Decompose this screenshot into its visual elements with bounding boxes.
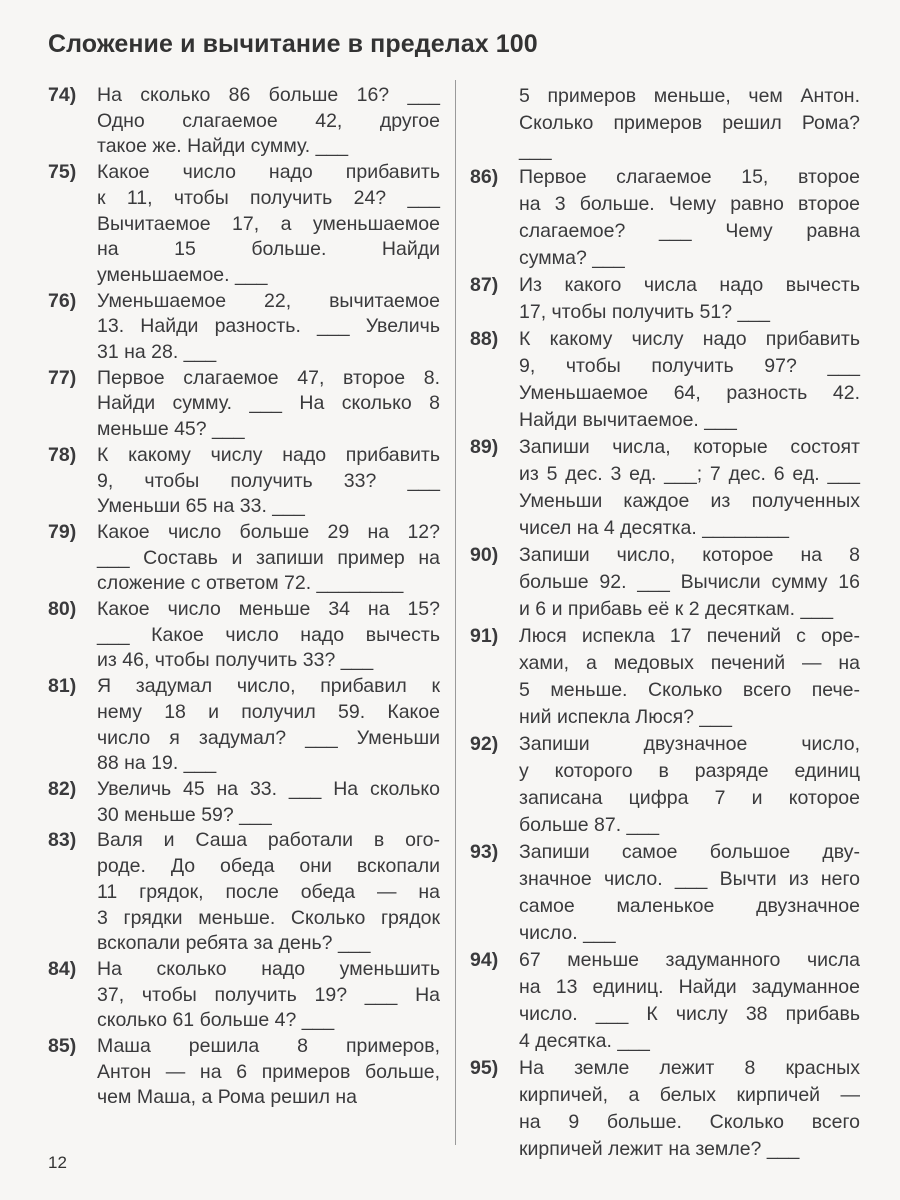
page-title: Сложение и вычитание в пределах 100 (48, 30, 538, 58)
problem-item (466, 272, 860, 326)
problem-number: 88) (470, 328, 499, 350)
problem-text-line: Уменьшаемое 22, вычитаемое (97, 289, 440, 312)
problem-number: 77) (48, 366, 77, 389)
problem-text-line: 9, чтобы получить 33? ___ (97, 469, 440, 492)
problem-text-line: Первое слагаемое 15, второе (519, 166, 860, 188)
problem-number: 91) (470, 625, 499, 647)
problem-text-line: ___ (519, 139, 552, 161)
problem-item (44, 443, 440, 520)
problem-number: 94) (470, 949, 499, 971)
problem-item (466, 731, 860, 839)
problem-text-line: Антон — на 6 примеров больше, (97, 1060, 440, 1083)
problem-text-line: роде. До обеда они вскопали (97, 855, 440, 878)
problem-text-line: сложение с ответом 72. ________ (97, 572, 404, 595)
problem-text-line: Из какого числа надо вычесть (519, 274, 860, 296)
problem-text-line: К какому числу надо прибавить (97, 443, 440, 466)
problem-number: 95) (470, 1057, 499, 1079)
problem-item (466, 542, 860, 623)
problem-number: 89) (470, 436, 499, 458)
problem-text-line: уменьшаемое. ___ (97, 263, 268, 286)
problem-text-line: Вычитаемое 17, а уменьшаемое (97, 212, 440, 235)
problem-text-line: кирпичей лежит на земле? ___ (519, 1138, 800, 1160)
problem-text-line: ___ Какое число надо вычесть (97, 623, 440, 646)
problem-number: 84) (48, 957, 77, 980)
problem-text-line: на 3 больше. Чему равно второе (519, 193, 860, 215)
problem-text-line: к 11, чтобы получить 24? ___ (97, 186, 440, 209)
problem-text-line: значное число. ___ Вычти из него (519, 868, 860, 890)
problem-item (44, 520, 440, 597)
problem-text-line: вскопали ребята за день? ___ (97, 932, 371, 955)
problem-text-line: у которого в разряде единиц (519, 760, 860, 782)
problem-text-line: на 15 больше. Найди (97, 238, 440, 261)
problem-text-line: сумма? ___ (519, 247, 625, 269)
problem-item (44, 160, 440, 289)
problem-number: 75) (48, 161, 77, 184)
problem-text-line: К какому числу надо прибавить (519, 328, 860, 350)
problem-item (44, 777, 440, 828)
problem-text-line: Запиши числа, которые состоят (519, 436, 860, 458)
column-divider (455, 80, 456, 1145)
problem-item (44, 83, 440, 160)
problem-text-line: 30 меньше 59? ___ (97, 803, 272, 826)
problem-text-line: Найди сумму. ___ На сколько 8 (97, 392, 440, 415)
problem-item (44, 957, 440, 1034)
problem-number: 90) (470, 544, 499, 566)
problem-text-line: и 6 и прибавь её к 2 десяткам. ___ (519, 598, 834, 620)
problem-number: 80) (48, 598, 77, 621)
problem-text-line: на 13 единиц. Найди задуманное (519, 976, 860, 998)
problem-text-line: Уменьши 65 на 33. ___ (97, 495, 305, 518)
problem-text-line: Запиши число, которое на 8 (519, 544, 860, 566)
problem-text-line: Запиши двузначное число, (519, 733, 860, 755)
problem-text-line: 88 на 19. ___ (97, 752, 217, 775)
problem-text-line: Увеличь 45 на 33. ___ На сколько (97, 777, 440, 800)
problem-item (44, 597, 440, 674)
problem-text-line: кирпичей, а белых кирпичей — (519, 1084, 860, 1106)
left-column (44, 83, 440, 1111)
problem-text-line: Какое число меньше 34 на 15? (97, 598, 440, 621)
problem-text-line: Уменьшаемое 64, разность 42. (519, 382, 860, 404)
problem-text-line: чисел на 4 десятка. ________ (519, 517, 789, 539)
problem-text-line: из 46, чтобы получить 33? ___ (97, 649, 374, 672)
page-number: 12 (48, 1153, 67, 1172)
problem-item (44, 366, 440, 443)
problem-text-line: сколько 61 больше 4? ___ (97, 1009, 335, 1032)
problem-text-line: Одно слагаемое 42, другое (97, 109, 440, 132)
problem-text-line: Сколько примеров решил Рома? (519, 112, 860, 134)
problem-item (466, 623, 860, 731)
problem-text-line: записана цифра 7 и которое (519, 787, 860, 809)
problem-text-line: 67 меньше задуманного числа (519, 949, 860, 971)
problem-number: 93) (470, 841, 499, 863)
problem-text-line: число я задумал? ___ Уменьши (97, 726, 440, 749)
problem-number: 87) (470, 274, 499, 296)
problem-item (466, 83, 860, 164)
problem-text-line: Найди вычитаемое. ___ (519, 409, 737, 431)
problem-number: 81) (48, 675, 77, 698)
problem-number: 74) (48, 84, 77, 106)
problem-text-line: самое маленькое двузначное (519, 895, 860, 917)
problem-text-line: 17, чтобы получить 51? ___ (519, 301, 770, 323)
problem-text-line: На сколько 86 больше 16? ___ (97, 84, 440, 106)
problem-item (466, 1055, 860, 1163)
problem-text-line: На сколько надо уменьшить (97, 957, 440, 980)
problem-number: 79) (48, 520, 77, 543)
problem-number: 86) (470, 166, 499, 188)
problem-text-line: на 9 больше. Сколько всего (519, 1111, 860, 1133)
problem-text-line: Я задумал число, прибавил к (97, 675, 440, 698)
problem-text-line: Валя и Саша работали в ого- (97, 829, 440, 852)
problem-text-line: такое же. Найди сумму. ___ (97, 135, 349, 158)
problem-text-line: Какое число надо прибавить (97, 161, 440, 184)
problem-text-line: 3 грядки меньше. Сколько грядок (97, 906, 440, 929)
problem-text-line: ний испекла Люся? ___ (519, 706, 732, 728)
problem-item (44, 674, 440, 777)
problem-text-line: больше 92. ___ Вычисли сумму 16 (519, 571, 860, 593)
problem-number: 78) (48, 443, 77, 466)
problem-text-line: 5 меньше. Сколько всего пече- (519, 679, 860, 701)
problem-number: 92) (470, 733, 499, 755)
problem-text-line: больше 87. ___ (519, 814, 660, 836)
problem-text-line: из 5 дес. 3 ед. ___; 7 дес. 6 ед. ___ (519, 463, 860, 485)
problem-item (466, 326, 860, 434)
problem-text-line: Маша решила 8 примеров, (97, 1035, 440, 1058)
problem-text-line: 31 на 28. ___ (97, 341, 217, 364)
problem-number: 82) (48, 777, 77, 800)
right-column (466, 83, 860, 1163)
problem-text-line: 13. Найди разность. ___ Увеличь (97, 315, 440, 338)
problem-text-line: 37, чтобы получить 19? ___ На (97, 983, 440, 1006)
problem-text-line: Какое число больше 29 на 12? (97, 520, 440, 543)
problem-text-line: Уменьши каждое из полученных (519, 490, 860, 512)
problem-item (44, 1034, 440, 1111)
problem-number: 85) (48, 1035, 77, 1058)
problem-text-line: слагаемое? ___ Чему равна (519, 220, 860, 242)
problem-text-line: 9, чтобы получить 97? ___ (519, 355, 860, 377)
problem-text-line: 4 десятка. ___ (519, 1030, 650, 1052)
problem-text-line: число. ___ К числу 38 прибавь (519, 1003, 860, 1025)
problem-text-line: нему 18 и получил 59. Какое (97, 700, 440, 723)
problem-text-line: 11 грядок, после обеда — на (97, 880, 440, 903)
problem-number: 76) (48, 289, 77, 312)
problem-text-line: Первое слагаемое 47, второе 8. (97, 366, 440, 389)
problem-number: 83) (48, 829, 77, 852)
problem-text-line: На земле лежит 8 красных (519, 1057, 860, 1079)
problem-item (466, 164, 860, 272)
problem-text-line: Люся испекла 17 печений с оре- (519, 625, 860, 647)
problem-text-line: ___ Составь и запиши пример на (97, 546, 440, 569)
problem-text-line: чем Маша, а Рома решил на (97, 1086, 358, 1109)
problem-text-line: Запиши самое большое дву- (519, 841, 860, 863)
problem-item (466, 434, 860, 542)
problem-text-line: число. ___ (519, 922, 616, 944)
problem-item (466, 947, 860, 1055)
problem-item (466, 839, 860, 947)
problem-text-line: 5 примеров меньше, чем Антон. (519, 85, 860, 107)
problem-text-line: хами, а медовых печений — на (519, 652, 860, 674)
problem-text-line: меньше 45? ___ (97, 418, 245, 441)
problem-item (44, 828, 440, 957)
problem-item (44, 289, 440, 366)
